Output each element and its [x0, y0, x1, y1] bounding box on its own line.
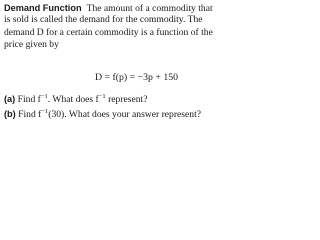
problem-text-line-2: is sold is called the demand for the commodity. The [4, 14, 203, 26]
problem-statement [4, 2, 281, 120]
part-a-label: (a) [4, 94, 16, 104]
problem-title: Demand Function [4, 3, 82, 13]
problem-text-line-3: demand D for a certain commodity is a function of the [4, 26, 213, 38]
part-a-inverse-sup-2: −1 [98, 93, 106, 100]
problem-text-line-4: price given by [4, 38, 59, 50]
part-b-label: (b) [4, 109, 16, 119]
part-a-inverse-sup: −1 [40, 93, 48, 100]
part-a-text-before: Find f [17, 94, 41, 105]
part-b-inverse-sup: −1 [41, 108, 49, 115]
part-b [4, 108, 201, 121]
part-a-text-after: represent? [105, 94, 148, 105]
demand-equation: D = f(p) = −3p + 150 [94, 72, 179, 83]
part-b-text-after: (30). What does your answer represent? [48, 109, 201, 120]
part-a-text-middle: . What does f [47, 94, 99, 105]
problem-first-line [4, 2, 281, 14]
part-a [4, 93, 148, 106]
problem-text-line-1: The amount of a commodity that [86, 3, 213, 14]
part-b-text-before: Find f [18, 109, 42, 120]
